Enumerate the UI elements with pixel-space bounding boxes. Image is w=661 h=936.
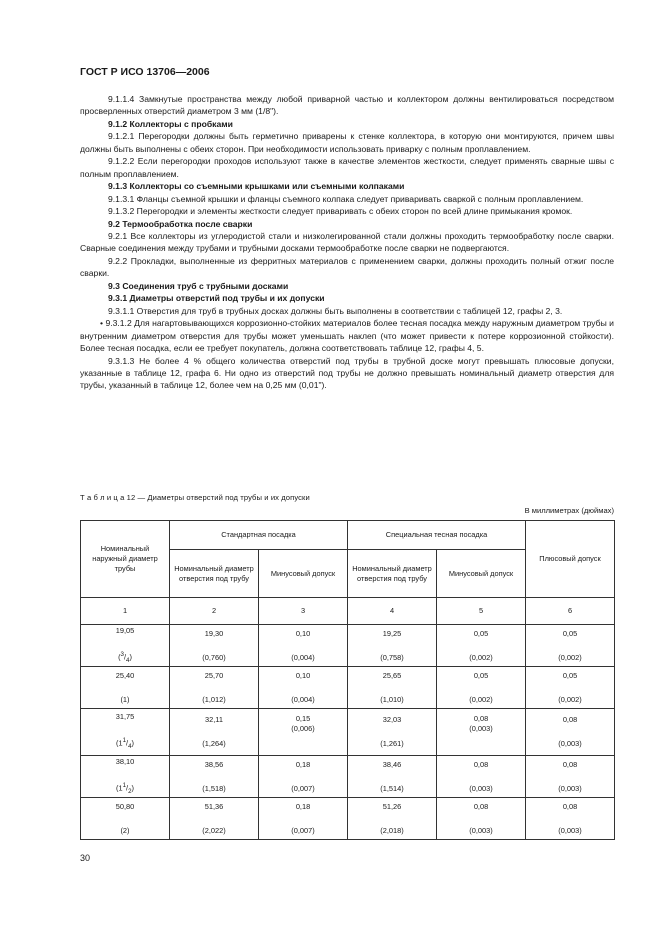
header-plus-tolerance: Плюсовый допуск [526, 521, 615, 598]
table-row [81, 798, 615, 840]
header-standard-fit: Стандартная посадка [170, 521, 348, 550]
cell-std-hole: 19,30 (0,760) [170, 625, 259, 667]
header-special-fit: Специальная тесная посадка [348, 521, 526, 550]
cell-std-hole: 25,70 (1,012) [170, 667, 259, 709]
table-caption: Т а б л и ц а 12 — Диаметры отверстий под трубы и их допуски [80, 493, 310, 502]
table-units: В миллиметрах (дюймах) [524, 506, 614, 515]
cell-nominal-od: 50,80 (2) [81, 798, 170, 840]
paragraph: 9.2.1 Все коллекторы из углеродистой стали и низколегированной стали должны проходить термообработку после сварки. Сварные соединения между трубами и трубными досками термообработке после сварки не подвергаются. [80, 230, 614, 254]
cell-nominal-od: 25,40 (1) [81, 667, 170, 709]
cell-plus: 0,08 (0,003) [526, 798, 615, 840]
paragraph-marked: • 9.3.1.2 Для нагартовывающихся коррозионно-стойких материалов более тесная посадка между наружным диаметром трубы и внутренним диаметром отверстия для трубы может уменьшать наклеп (что может привести к потере коррозионной стойкости). Более тесная посадка, если ее требует покупатель, должна соответствовать таблице 12, графы 4, 5. [80, 318, 614, 354]
cell-plus: 0,08 (0,003) [526, 756, 615, 798]
header-sp-nominal-hole: Номинальный диаметр отверстия под трубу [348, 550, 437, 598]
section-heading: 9.2 Термообработка после сварки [108, 218, 253, 229]
table-header-row [81, 521, 615, 550]
table-row [81, 625, 615, 667]
cell-nominal-od: 19,05 $(^3/_4)$ [81, 625, 170, 667]
paragraph: 9.2.2 Прокладки, выполненные из ферритных материалов с применением сварки, должны проходить полный отжиг после сварки. [80, 255, 614, 279]
cell-nominal-od: 38,10 $(1^1/_2)$ [81, 756, 170, 798]
cell-plus: 0,05 (0,002) [526, 667, 615, 709]
cell-sp-minus: 0,05 (0,002) [437, 625, 526, 667]
cell-std-minus: 0,18 (0,007) [259, 798, 348, 840]
paragraph: 9.1.1.4 Замкнутые пространства между любой приварной частью и коллектором должны вентилироваться посредством просверленных отверстий диаметром 3 мм (1/8"). [80, 94, 614, 117]
section-heading: 9.1.2 Коллекторы с пробками [108, 118, 233, 129]
section-heading: 9.3.1 Диаметры отверстий под трубы и их допуски [108, 293, 325, 304]
table-row [81, 709, 615, 756]
paragraph: 9.1.2.2 Если перегородки проходов используют также в качестве элементов жесткости, следует применять сварные швы с полным проплавлением. [80, 156, 614, 179]
paragraph: 9.1.3.1 Фланцы съемной крышки и фланцы съемного колпака следует приваривать сваркой с полным проплавлением. [108, 193, 584, 204]
cell-sp-hole: 51,26 (2,018) [348, 798, 437, 840]
cell-sp-minus: 0,08 (0,003) [437, 709, 526, 756]
document-header: ГОСТ Р ИСО 13706—2006 [80, 66, 210, 78]
cell-std-minus: 0,10 (0,004) [259, 667, 348, 709]
cell-sp-hole: 38,46 (1,514) [348, 756, 437, 798]
cell-std-minus: 0,10 (0,004) [259, 625, 348, 667]
section-heading: 9.1.3 Коллекторы со съемными крышками или съемными колпаками [108, 181, 405, 192]
cell-sp-hole: 25,65 (1,010) [348, 667, 437, 709]
cell-sp-hole: 19,25 (0,758) [348, 625, 437, 667]
column-number: 1 [81, 598, 170, 625]
column-number: 5 [437, 598, 526, 625]
header-sp-minus: Минусовый допуск [437, 550, 526, 598]
cell-plus: 0,05 (0,002) [526, 625, 615, 667]
header-nominal-od: Номинальный наружный диаметр трубы [81, 521, 170, 598]
column-number: 6 [526, 598, 615, 625]
cell-std-hole: 38,56 (1,518) [170, 756, 259, 798]
section-heading: 9.3 Соединения труб с трубными досками [108, 280, 289, 291]
table-row [81, 667, 615, 709]
column-number: 2 [170, 598, 259, 625]
column-number-row [81, 598, 615, 625]
cell-plus: 0,08 (0,003) [526, 709, 615, 756]
column-number: 4 [348, 598, 437, 625]
cell-std-hole: 32,11 (1,264) [170, 709, 259, 756]
cell-std-minus: 0,15 (0,006) [259, 709, 348, 756]
tube-hole-table [80, 520, 615, 840]
cell-sp-hole: 32,03 (1,261) [348, 709, 437, 756]
column-number: 3 [259, 598, 348, 625]
cell-nominal-od: 31,75 $(1^1/_4)$ [81, 709, 170, 756]
cell-std-minus: 0,18 (0,007) [259, 756, 348, 798]
paragraph: 9.1.2.1 Перегородки должны быть герметично приварены к стенке коллектора, в которую они монтируются, причем швы должны быть выполнены с обеих сторон. При необходимости использовать приварку с полным проплавлением. [80, 131, 614, 154]
paragraph: 9.1.3.2 Перегородки и элементы жесткости следует приваривать с обеих сторон по всей длине примыкания кромок. [108, 206, 573, 217]
paragraph: 9.3.1.3 Не более 4 % общего количества отверстий под трубы в трубной доске могут превышать плюсовые допуски, указанные в таблице 12, графа 6. Ни одно из отверстий под трубы не должно превышать номинальный диаметр отверстия для трубы, указанный в таблице 12, более чем на 0,25 мм (0,01"). [80, 355, 614, 391]
paragraph: 9.3.1.1 Отверстия для труб в трубных досках должны быть выполнены в соответствии с таблицей 12, графы 2, 3. [108, 305, 563, 316]
cell-std-hole: 51,36 (2,022) [170, 798, 259, 840]
document-body [80, 93, 614, 392]
cell-sp-minus: 0,08 (0,003) [437, 798, 526, 840]
page-number: 30 [80, 853, 91, 863]
cell-sp-minus: 0,05 (0,002) [437, 667, 526, 709]
header-std-minus: Минусовый допуск [259, 550, 348, 598]
header-std-nominal-hole: Номинальный диаметр отверстия под трубу [170, 550, 259, 598]
cell-sp-minus: 0,08 (0,003) [437, 756, 526, 798]
table-row [81, 756, 615, 798]
